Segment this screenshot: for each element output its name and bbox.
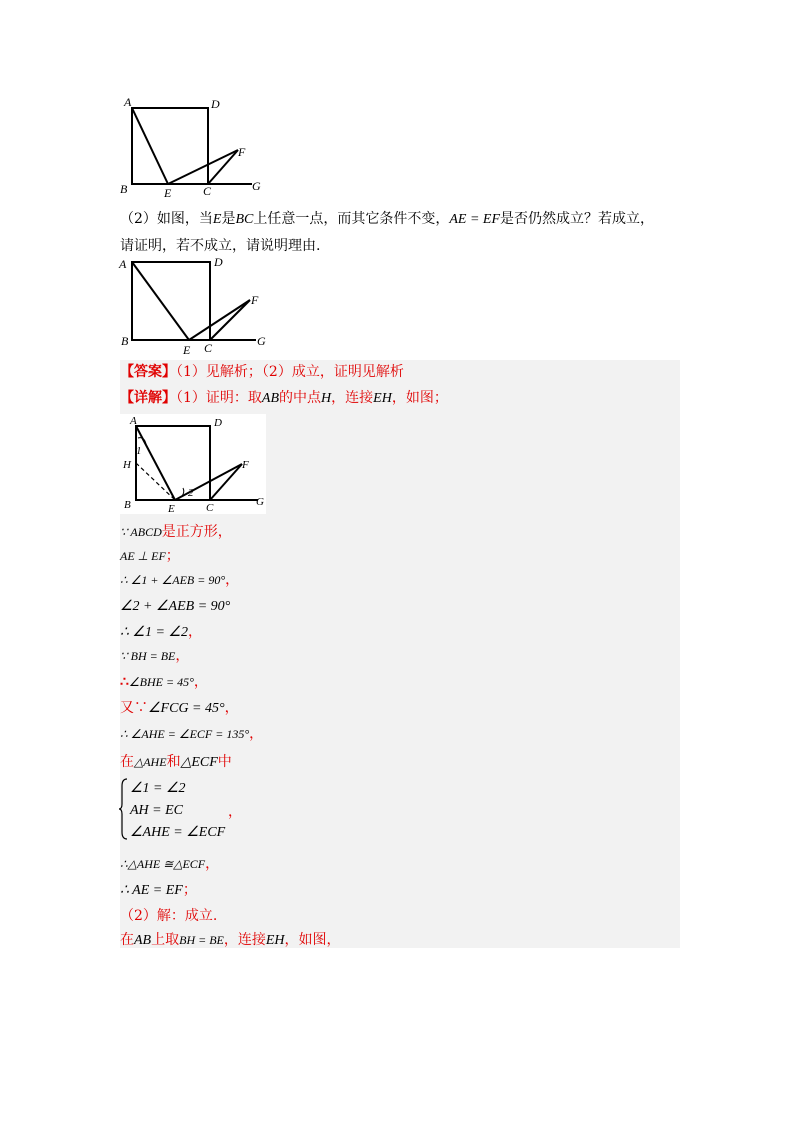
label-B: B bbox=[124, 499, 131, 511]
proof-line-5 bbox=[120, 622, 202, 643]
answer-tag: 【答案】 bbox=[120, 364, 176, 380]
proof-text: ， bbox=[249, 726, 264, 742]
proof-math: ∠2 + ∠AEB = 90° bbox=[120, 599, 231, 614]
system-eq-1 bbox=[130, 778, 186, 799]
proof-math: AE ⊥ EF bbox=[120, 549, 166, 563]
proof-math: ∵ BH = BE bbox=[120, 649, 176, 663]
proof-text: 在 bbox=[120, 932, 134, 948]
proof-text: ， bbox=[205, 856, 220, 872]
proof-line-8 bbox=[120, 698, 239, 719]
q2-text: （2）如图，当 bbox=[120, 211, 213, 227]
proof-math: ∠FCG = 45° bbox=[148, 701, 225, 716]
answer-line bbox=[120, 362, 404, 382]
label-A: A bbox=[119, 257, 127, 271]
proof-line-13 bbox=[120, 906, 217, 926]
label-E: E bbox=[168, 503, 175, 514]
answer-text: （1）见解析；（2）成立，证明见解析 bbox=[176, 364, 404, 380]
label-F: F bbox=[242, 459, 249, 471]
q2-math-ae-ef: AE = EF bbox=[449, 212, 501, 227]
proof-text: ； bbox=[182, 882, 197, 898]
proof-text: ，如图， bbox=[284, 932, 341, 948]
proof-math: ∠1 = ∠2 bbox=[130, 781, 186, 796]
proof-line-12 bbox=[120, 880, 197, 901]
label-B: B bbox=[120, 182, 128, 196]
label-G: G bbox=[252, 179, 261, 193]
label-A: A bbox=[124, 95, 132, 109]
detail-text: ，如图； bbox=[391, 390, 448, 406]
system-comma bbox=[228, 802, 242, 822]
proof-line-3 bbox=[120, 570, 239, 590]
math-h: H bbox=[321, 391, 332, 406]
figure-3 bbox=[120, 414, 266, 514]
label-G: G bbox=[256, 496, 264, 508]
proof-math: △ECF bbox=[180, 755, 218, 770]
label-D: D bbox=[214, 417, 222, 429]
label-C: C bbox=[204, 341, 213, 355]
proof-line-1 bbox=[120, 522, 232, 542]
detail-text: （1）证明：取 bbox=[176, 390, 262, 406]
proof-line-14 bbox=[120, 930, 341, 951]
proof-math: EH bbox=[265, 933, 285, 948]
angle-label-2: 2 bbox=[188, 487, 194, 499]
label-C: C bbox=[206, 502, 214, 514]
proof-text: ，连接 bbox=[223, 932, 266, 948]
label-D: D bbox=[211, 97, 220, 111]
proof-text: ∴ bbox=[120, 674, 129, 690]
detail-tag: 【详解】 bbox=[120, 390, 176, 406]
detail-text: ，连接 bbox=[331, 390, 374, 406]
proof-line-4 bbox=[120, 596, 230, 617]
q2-text: 上任意一点，而其它条件不变， bbox=[253, 211, 450, 227]
proof-text: ， bbox=[193, 674, 208, 690]
proof-math: ∵ ABCD bbox=[120, 525, 162, 539]
figure-1 bbox=[116, 94, 266, 200]
proof-text: 中 bbox=[217, 754, 232, 770]
proof-math: ∴△AHE ≅△ECF bbox=[120, 857, 206, 871]
label-E: E bbox=[164, 186, 172, 200]
brace bbox=[119, 778, 129, 840]
system-eq-3 bbox=[130, 822, 225, 843]
proof-text: ， bbox=[224, 700, 239, 716]
proof-line-7 bbox=[120, 672, 208, 692]
detail-text: 的中点 bbox=[279, 390, 322, 406]
proof-text: ， bbox=[228, 804, 242, 820]
math-ab: AB bbox=[261, 391, 280, 406]
label-C: C bbox=[203, 184, 212, 198]
proof-line-11 bbox=[120, 854, 219, 874]
label-H: H bbox=[123, 459, 131, 471]
label-E: E bbox=[183, 343, 191, 357]
proof-text: ， bbox=[225, 572, 240, 588]
proof-math: AH = EC bbox=[130, 803, 183, 818]
proof-math: ∴ AE = EF bbox=[120, 883, 183, 898]
label-F: F bbox=[251, 293, 259, 307]
proof-math: AB bbox=[134, 933, 152, 948]
proof-text: 和 bbox=[166, 754, 181, 770]
proof-math: BH = BE bbox=[179, 933, 224, 947]
q2-math-bc: BC bbox=[235, 212, 254, 227]
label-F: F bbox=[238, 145, 246, 159]
angle-label-1: 1 bbox=[136, 445, 142, 457]
q2-text: 是否仍然成立？若成立， bbox=[500, 211, 655, 227]
proof-text: 上取 bbox=[151, 932, 180, 948]
proof-math: ∴ ∠1 + ∠AEB = 90° bbox=[120, 573, 226, 587]
proof-text: ， bbox=[187, 624, 202, 640]
q2-line2: 请证明，若不成立，请说明理由. bbox=[120, 238, 321, 254]
label-G: G bbox=[257, 334, 266, 348]
proof-line-10 bbox=[120, 752, 232, 773]
q2-math-e: E bbox=[212, 212, 222, 227]
proof-math: △AHE bbox=[134, 755, 167, 769]
proof-text: 又∵ bbox=[120, 700, 148, 716]
proof-math: ∴ ∠1 = ∠2 bbox=[120, 625, 188, 640]
detail-line bbox=[120, 388, 448, 409]
proof-math: ∴ ∠AHE = ∠ECF = 135° bbox=[120, 727, 250, 741]
proof-text: ； bbox=[165, 548, 180, 564]
proof-math: ∠BHE = 45° bbox=[128, 675, 194, 689]
label-B: B bbox=[121, 334, 129, 348]
proof-text: 在 bbox=[120, 754, 134, 770]
q2-text: 是 bbox=[221, 211, 236, 227]
math-eh: EH bbox=[373, 391, 392, 406]
proof-line-6 bbox=[120, 646, 189, 666]
proof-line-9 bbox=[120, 724, 263, 744]
proof-math: ∠AHE = ∠ECF bbox=[130, 825, 226, 840]
proof-text: ， bbox=[175, 648, 190, 664]
proof-text: 是正方形， bbox=[161, 524, 232, 540]
proof-text: （2）解：成立. bbox=[120, 908, 218, 924]
label-A: A bbox=[130, 415, 137, 427]
proof-line-2 bbox=[120, 546, 180, 566]
system-eq-2 bbox=[130, 800, 183, 821]
label-D: D bbox=[214, 255, 223, 269]
figure-2 bbox=[116, 252, 276, 360]
